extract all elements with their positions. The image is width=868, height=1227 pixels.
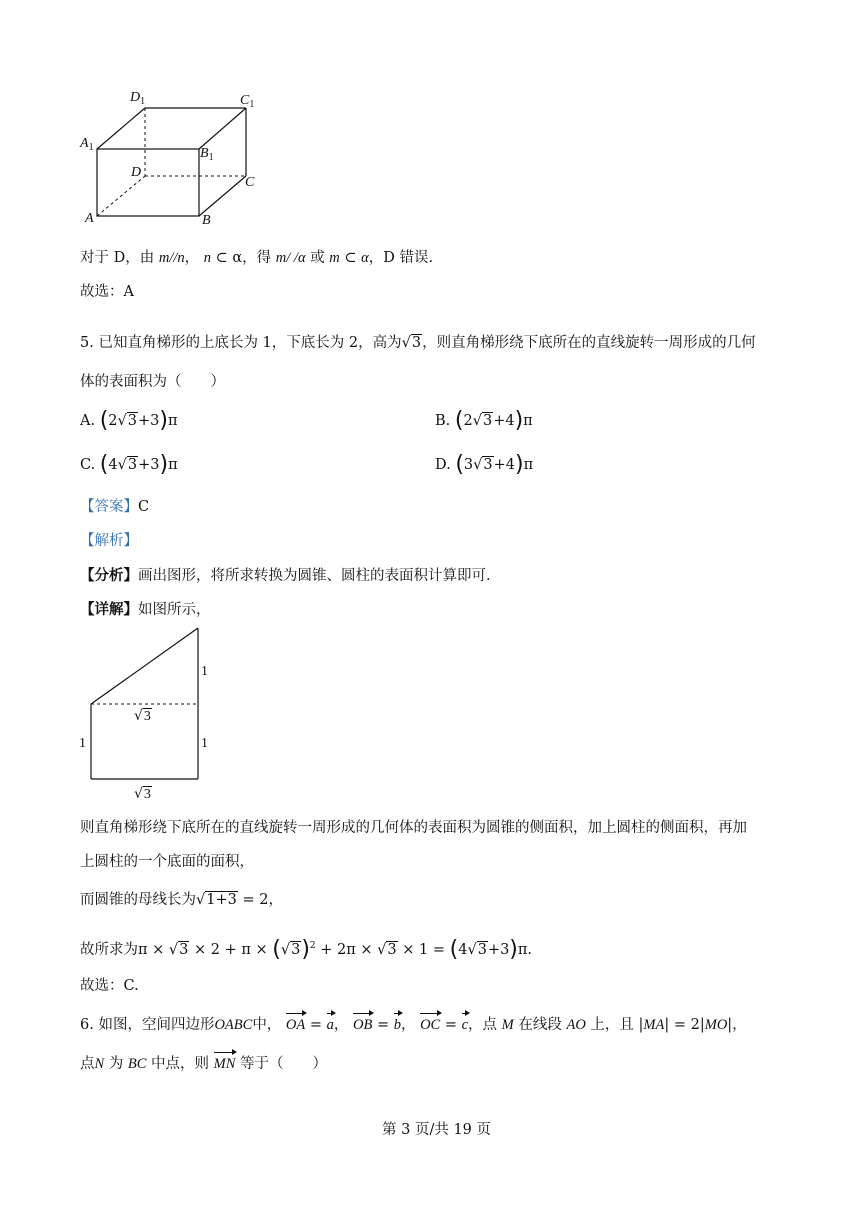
q4-option-d-analysis: 对于 D，由 m//n， n ⊂ α，得 m/ /α 或 m ⊂ α，D 错误. <box>80 250 434 266</box>
fig2-label-right-top: 1 <box>201 664 208 679</box>
q4-choice: 故选：A <box>80 284 134 300</box>
q6-stem-line2: 点N 为 BC 中点，则 MN 等于（ ） <box>80 1056 327 1072</box>
q5-option-b: B. (2√3+4)π <box>435 408 533 433</box>
label-B1: $B_1$ <box>200 146 214 163</box>
label-D: D <box>131 165 142 180</box>
label-D1: $D_1$ <box>130 90 146 107</box>
q5-solution-line1: 则直角梯形绕下底所在的直线旋转一周形成的几何体的表面积为圆锥的侧面积，加上圆柱的侧面积，再加 <box>80 820 747 836</box>
q5-solution-line2: 上圆柱的一个底面的面积， <box>80 854 254 870</box>
trapezoid-figure <box>88 624 208 784</box>
q5-solution-line3: 而圆锥的母线长为√1+3 = 2， <box>80 892 283 908</box>
cuboid-figure <box>80 88 280 238</box>
q5-option-d: D. (3√3+4)π <box>435 452 534 477</box>
q5-stem-line2: 体的表面积为（ ） <box>80 374 225 390</box>
label-C1: $C_1$ <box>240 93 255 110</box>
q5-solution-line4: 故所求为$\pi \times √3 \times 2 + \pi \times (√3)^2 + 2\pi \times √3 \times 1 = (4√3+3)\pi$. <box>80 936 533 962</box>
fig2-label-mid: √3 <box>134 708 151 724</box>
page-footer: 第 3 页/共 19 页 <box>382 1122 491 1138</box>
q6-stem-line1: 6. 如图，空间四边形OABC中， OA = a， OB = b， OC = c，点 M 在线段 AO 上，且 |MA| = 2|MO|， <box>80 1017 747 1033</box>
q5-stem-line1: 5. 已知直角梯形的上底长为 1，下底长为 2，高为√3，则直角梯形绕下底所在的直线旋转一周形成的几何 <box>80 335 756 351</box>
label-A: A <box>85 211 94 226</box>
q5-choice: 故选：C. <box>80 978 139 994</box>
fig2-label-right-bottom: 1 <box>201 736 208 751</box>
q5-analysis-tag: 【解析】 <box>80 533 138 549</box>
q5-xiangjie: 【详解】如图所示， <box>80 601 211 618</box>
q5-answer: 【答案】C <box>80 499 150 515</box>
label-C: C <box>245 175 255 190</box>
fig2-label-bottom: √3 <box>134 786 151 802</box>
label-B: B <box>202 213 211 228</box>
q5-fenxi: 【分析】画出图形，将所求转换为圆锥、圆柱的表面积计算即可. <box>80 567 491 584</box>
label-A1: $A_1$ <box>80 136 94 153</box>
q5-option-a: A. (2√3+3)π <box>80 408 178 433</box>
q5-option-c: C. (4√3+3)π <box>80 452 178 477</box>
fig2-label-left: 1 <box>79 736 86 751</box>
